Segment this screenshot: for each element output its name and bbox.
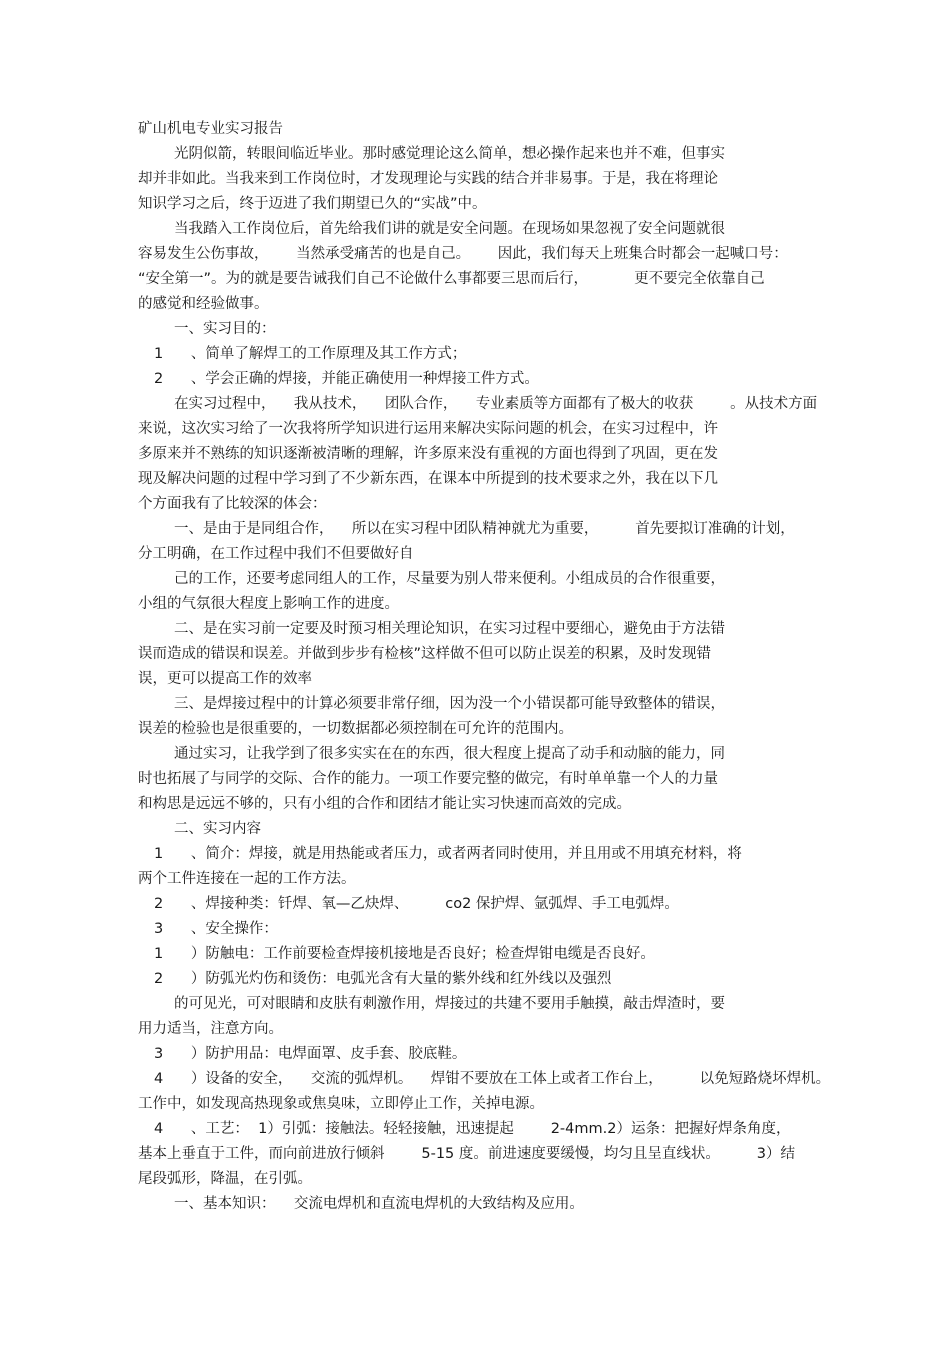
text-line: 的可见光，可对眼睛和皮肤有刺激作用，焊接过的共建不要用手触摸，敲击焊渣时，要	[174, 996, 725, 1012]
section-heading: 一、实习目的：	[174, 321, 276, 337]
text-line: 一、是由于是同组合作， 所以在实习程中团队精神就尤为重要， 首先要拟订准确的计划，	[174, 521, 795, 537]
text-line: 误，更可以提高工作的效率	[138, 671, 312, 687]
text-line: 误差的检验也是很重要的，一切数据都必须控制在可允许的范围内。	[138, 721, 573, 737]
text-line: 光阴似箭，转眼间临近毕业。那时感觉理论这么简单，想必操作起来也并不难，但事实	[174, 146, 725, 162]
text-line: 工作中，如发现高热现象或焦臭味，立即停止工作，关掉电源。	[138, 1096, 544, 1112]
text-line: 1 ）防触电：工作前要检查焊接机接地是否良好；检查焊钳电缆是否良好。	[154, 946, 655, 962]
text-line: 两个工件连接在一起的工作方法。	[138, 871, 356, 887]
text-line: 尾段弧形，降温，在引弧。	[138, 1171, 312, 1187]
text-line: “安全第一”。为的就是要告诫我们自己不论做什么事都要三思而后行， 更不要完全依靠自己	[138, 271, 765, 287]
text-line: 个方面我有了比较深的体会：	[138, 496, 327, 512]
document-title: 矿山机电专业实习报告	[138, 121, 283, 137]
text-line: 2 ）防弧光灼伤和烫伤：电弧光含有大量的紫外线和红外线以及强烈	[154, 971, 612, 987]
text-line: 1 、简介：焊接，就是用热能或者压力，或者两者同时使用，并且用或不用填充材料，将	[154, 846, 742, 862]
text-line: 二、是在实习前一定要及时预习相关理论知识，在实习过程中要细心，避免由于方法错	[174, 621, 725, 637]
text-line: 和构思是远远不够的，只有小组的合作和团结才能让实习快速而高效的完成。	[138, 796, 631, 812]
text-line: 来说，这次实习给了一次我将所学知识进行运用来解决实际问题的机会，在实习过程中，许	[138, 421, 718, 437]
text-line: 1 、简单了解焊工的工作原理及其工作方式；	[154, 346, 467, 362]
text-line: 知识学习之后，终于迈进了我们期望已久的“实战”中。	[138, 196, 487, 212]
text-line: 现及解决问题的过程中学习到了不少新东西，在课本中所提到的技术要求之外，我在以下几	[138, 471, 718, 487]
text-line: 4 、工艺： 1）引弧：接触法。轻轻接触，迅速提起 2-4mm.2）运条：把握好焊条角度，	[154, 1121, 791, 1137]
text-line: 3 、安全操作：	[154, 921, 278, 937]
text-line: 时也拓展了与同学的交际、合作的能力。一项工作要完整的做完，有时单单靠一个人的力量	[138, 771, 718, 787]
text-line: 在实习过程中， 我从技术， 团队合作， 专业素质等方面都有了极大的收获 。从技术方面	[174, 396, 818, 412]
text-line: 基本上垂直于工件，而向前进放行倾斜 5-15 度。前进速度要缓慢，均匀且呈直线状。 3）结	[138, 1146, 795, 1162]
text-line: 容易发生公伤事故， 当然承受痛苦的也是自己。 因此，我们每天上班集合时都会一起喊口号：	[138, 246, 788, 262]
text-line: 当我踏入工作岗位后，首先给我们讲的就是安全问题。在现场如果忽视了安全问题就很	[174, 221, 725, 237]
text-line: 己的工作，还要考虑同组人的工作，尽量要为别人带来便利。小组成员的合作很重要，	[174, 571, 725, 587]
text-line: 3 ）防护用品：电焊面罩、皮手套、胶底鞋。	[154, 1046, 467, 1062]
text-line: 误而造成的错误和误差。并做到步步有检核”这样做不但可以防止误差的积累，及时发现错	[138, 646, 712, 662]
text-line: 分工明确，在工作过程中我们不但要做好自	[138, 546, 414, 562]
text-line: 用力适当，注意方向。	[138, 1021, 283, 1037]
text-line: 通过实习，让我学到了很多实实在在的东西，很大程度上提高了动手和动脑的能力，同	[174, 746, 725, 762]
section-heading: 一、基本知识： 交流电焊机和直流电焊机的大致结构及应用。	[174, 1196, 584, 1212]
text-line: 多原来并不熟练的知识逐渐被清晰的理解，许多原来没有重视的方面也得到了巩固，更在发	[138, 446, 718, 462]
text-line: 三、是焊接过程中的计算必须要非常仔细，因为没一个小错误都可能导致整体的错误，	[174, 696, 725, 712]
text-line: 4 ）设备的安全， 交流的弧焊机。 焊钳不要放在工体上或者工作台上， 以免短路烧坏焊机。	[154, 1071, 831, 1087]
text-line: 2 、学会正确的焊接，并能正确使用一种焊接工件方式。	[154, 371, 539, 387]
text-line: 的感觉和经验做事。	[138, 296, 269, 312]
section-heading: 二、实习内容	[174, 821, 261, 837]
text-line: 2 、焊接种类：钎焊、氧—乙炔焊、 co2 保护焊、氩弧焊、手工电弧焊。	[154, 896, 679, 912]
text-line: 小组的气氛很大程度上影响工作的进度。	[138, 596, 399, 612]
text-line: 却并非如此。当我来到工作岗位时，才发现理论与实践的结合并非易事。于是，我在将理论	[138, 171, 718, 187]
